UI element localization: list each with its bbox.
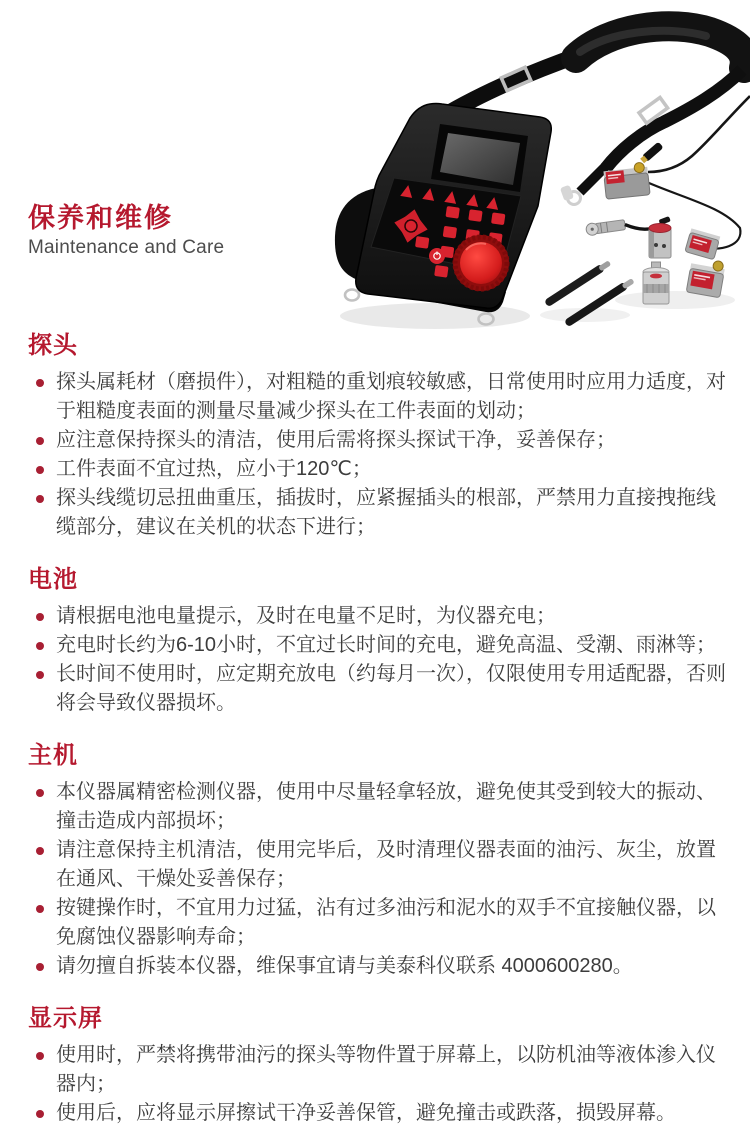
list-item <box>28 631 728 660</box>
list-item <box>28 368 728 426</box>
bullet-icon <box>36 671 44 679</box>
section-heading: 主机 <box>28 742 78 769</box>
bullet-icon <box>36 437 44 445</box>
bullet-list <box>28 1041 728 1128</box>
list-item <box>28 426 728 455</box>
maintenance-content <box>28 332 728 1128</box>
list-item-text: 使用后，应将显示屏擦试干净妥善保管，避免撞击或跌落，损毁屏幕。 <box>56 1102 676 1124</box>
page-title: 保养和维修 <box>28 203 173 233</box>
product-photo <box>290 0 750 340</box>
list-item <box>28 455 728 484</box>
list-item <box>28 1099 728 1128</box>
list-item-text: 长时间不使用时，应定期充放电（约每月一次），仅限使用专用适配器，否则将会导致仪器损坏。 <box>56 663 726 714</box>
section-battery <box>28 566 728 718</box>
bullet-icon <box>36 905 44 913</box>
bullet-list <box>28 368 728 542</box>
list-item <box>28 484 728 542</box>
list-item <box>28 836 728 894</box>
probe-cylinder-small <box>649 224 671 259</box>
probe-block-large <box>686 256 726 297</box>
bullet-icon <box>36 613 44 621</box>
flaw-detector-device <box>335 104 551 325</box>
list-item-text: 应注意保持探头的清洁，使用后需将探头探试干净，妥善保存； <box>56 429 616 451</box>
list-item <box>28 1041 728 1099</box>
section-probe <box>28 332 728 542</box>
list-item-text: 本仪器属精密检测仪器，使用中尽量轻拿轻放，避免使其受到较大的振动、撞击造成内部损坏； <box>56 781 716 832</box>
bullet-icon <box>36 1110 44 1118</box>
bullet-icon <box>36 466 44 474</box>
list-item-text: 使用时，严禁将携带油污的探头等物件置于屏幕上，以防机油等液体渗入仪器内； <box>56 1044 716 1095</box>
title-block <box>28 202 224 259</box>
list-item <box>28 952 728 981</box>
bullet-icon <box>36 379 44 387</box>
list-item <box>28 778 728 836</box>
bullet-list <box>28 778 728 981</box>
list-item-text: 请勿擅自拆装本仪器，维保事宜请与美泰科仪联系 4000600280。 <box>56 955 633 977</box>
list-item-text: 充电时长约为6-10小时，不宜过长时间的充电，避免高温、受潮、雨淋等； <box>56 634 717 656</box>
list-item-text: 按键操作时，不宜用力过猛，沾有过多油污和泥水的双手不宜接触仪器，以免腐蚀仪器影响寿命； <box>56 897 716 948</box>
power-button <box>429 248 445 264</box>
bullet-icon <box>36 789 44 797</box>
section-main-unit <box>28 742 728 981</box>
bullet-icon <box>36 847 44 855</box>
bullet-list <box>28 602 728 718</box>
control-knob <box>453 235 509 291</box>
bullet-icon <box>36 1052 44 1060</box>
list-item <box>28 602 728 631</box>
list-item-text: 探头属耗材（磨损件），对粗糙的重划痕较敏感，日常使用时应用力适度，对于粗糙度表面的测量尽量减少探头在工件表面的划动； <box>56 371 726 422</box>
list-item <box>28 894 728 952</box>
list-item-text: 工件表面不宜过热，应小于120℃； <box>56 458 372 480</box>
section-heading: 电池 <box>28 566 78 593</box>
section-display <box>28 1005 728 1128</box>
probe-block-small <box>685 228 720 259</box>
section-heading: 探头 <box>28 332 78 359</box>
bullet-icon <box>36 963 44 971</box>
bullet-icon <box>36 642 44 650</box>
list-item <box>28 660 728 718</box>
bullet-icon <box>36 495 44 503</box>
section-heading: 显示屏 <box>28 1005 103 1032</box>
probe-cylinder-large <box>643 262 669 304</box>
list-item-text: 请根据电池电量提示，及时在电量不足时，为仪器充电； <box>56 605 556 627</box>
list-item-text: 探头线缆切忌扭曲重压，插拔时，应紧握插头的根部，严禁用力直接拽拖线缆部分，建议在关机的状态下进行； <box>56 487 716 538</box>
list-item-text: 请注意保持主机清洁，使用完毕后，及时清理仪器表面的油污、灰尘，放置在通风、干燥处妥善保存； <box>56 839 716 890</box>
page-subtitle: Maintenance and Care <box>28 237 225 258</box>
